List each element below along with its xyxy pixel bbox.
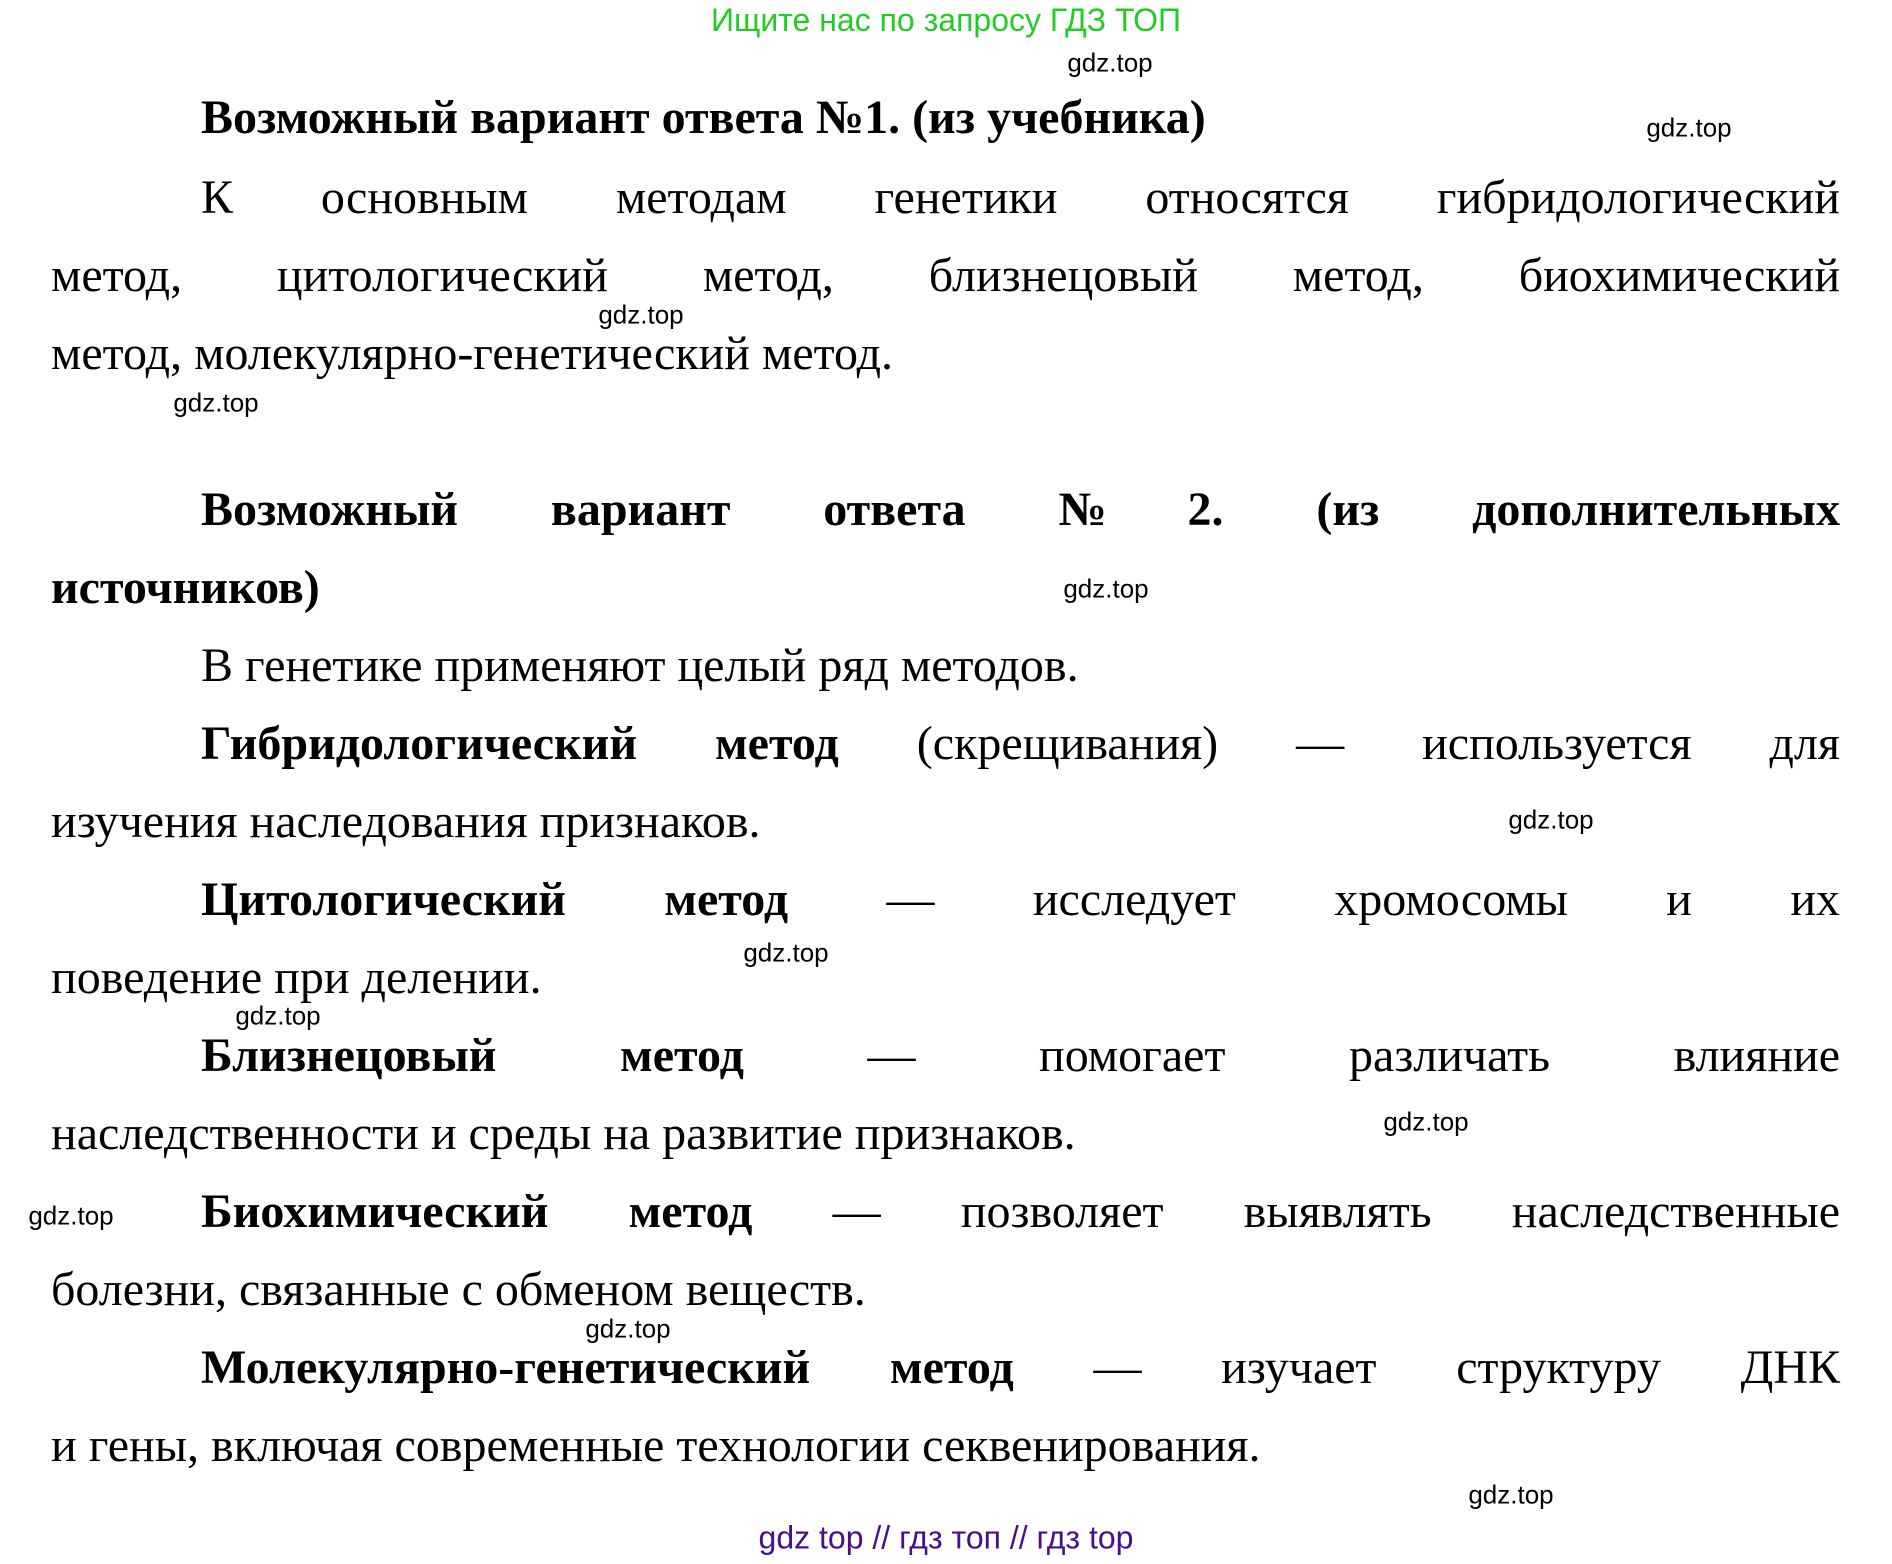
bold-term: источников): [51, 561, 320, 614]
text-run: изучения наследования признаков.: [51, 795, 761, 848]
watermark: gdz.top: [1468, 1479, 1554, 1510]
watermark: gdz.top: [598, 299, 684, 330]
text-run: и гены, включая современные технологии секвенирования.: [51, 1419, 1261, 1472]
bold-term: Близнецовый метод: [201, 1029, 744, 1082]
watermark: gdz.top: [173, 387, 259, 418]
watermark: gdz.top: [1508, 804, 1594, 835]
text-run: наследственности и среды на развитие признаков.: [51, 1107, 1076, 1160]
watermark: gdz.top: [1063, 573, 1149, 604]
section-heading-line: [51, 549, 1840, 627]
text-run: — изучает структуру ДНК: [1013, 1341, 1841, 1394]
footer-links: gdz top // гдз топ // гдз top: [758, 1519, 1134, 1556]
watermark: gdz.top: [1646, 112, 1732, 143]
bold-term: Возможный вариант ответа №1. (из учебника): [201, 91, 1206, 144]
text-run: В генетике применяют целый ряд методов.: [201, 639, 1079, 692]
bold-term: Молекулярно-генетический метод: [201, 1341, 1014, 1394]
paragraph-line: [51, 1095, 1840, 1173]
watermark: gdz.top: [28, 1200, 114, 1231]
bold-term: Гибридологический метод: [201, 717, 839, 770]
section-heading-line: [201, 79, 1840, 157]
paragraph-line: [201, 1173, 1840, 1251]
paragraph-line: [201, 627, 1840, 705]
watermark: gdz.top: [1383, 1106, 1469, 1137]
watermark: gdz.top: [743, 937, 829, 968]
text-run: — позволяет выявлять наследственные: [752, 1185, 1841, 1238]
paragraph-line: [201, 861, 1840, 939]
paragraph-line: [51, 1407, 1840, 1485]
text-run: — помогает различать влияние: [743, 1029, 1841, 1082]
paragraph-line: [51, 237, 1840, 315]
text-run: метод, цитологический метод, близнецовый метод, биохимический: [51, 249, 1840, 302]
paragraph-line: [51, 315, 1840, 393]
bold-term: Возможный вариант ответа №2. (из дополнительных: [201, 483, 1840, 536]
watermark: gdz.top: [585, 1313, 671, 1344]
paragraph-line: [201, 705, 1840, 783]
section-heading-line: [201, 471, 1840, 549]
paragraph-line: [51, 1251, 1840, 1329]
text-run: — исследует хромосомы и их: [788, 873, 1841, 926]
bold-term: Биохимический метод: [201, 1185, 753, 1238]
search-hint: Ищите нас по запросу ГДЗ ТОП: [711, 2, 1181, 38]
text-run: метод, молекулярно-генетический метод.: [51, 327, 894, 380]
text-run: болезни, связанные с обменом веществ.: [51, 1263, 866, 1316]
text-run: (скрещивания) — используется для: [838, 717, 1840, 770]
paragraph-line: [201, 1017, 1840, 1095]
bold-term: Цитологический метод: [201, 873, 789, 926]
watermark: gdz.top: [1067, 47, 1153, 78]
text-run: поведение при делении.: [51, 951, 542, 1004]
paragraph-line: [201, 159, 1840, 237]
text-run: К основным методам генетики относятся гибридологический: [201, 171, 1840, 224]
paragraph-line: [201, 1329, 1840, 1407]
watermark: gdz.top: [235, 1000, 321, 1031]
